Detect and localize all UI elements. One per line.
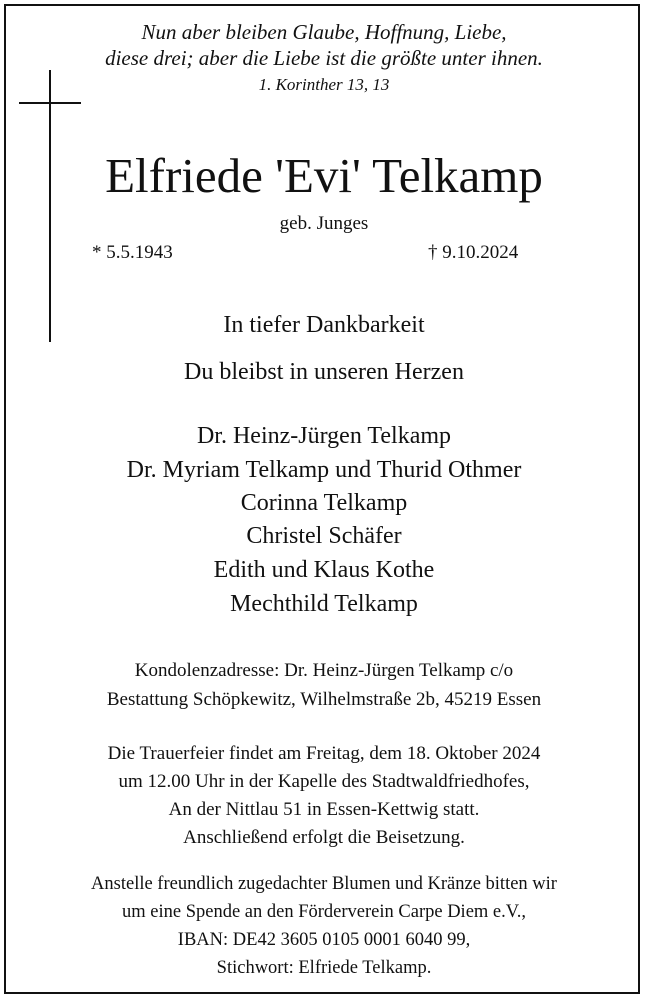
maiden-name: geb. Junges [279,213,369,234]
service-info-line: An der Nittlau 51 in Essen-Kettwig statt. [168,799,480,820]
donation-info-line: um eine Spende an den Förderverein Carpe Diem e.V., [122,902,526,922]
birth-date: * 5.5.1943 [92,242,173,263]
donation-info-line: Anstelle freundlich zugedachter Blumen und Kränze bitten wir [91,874,557,894]
death-date: † 9.10.2024 [428,242,519,263]
mourner-name: Mechthild Telkamp [230,591,418,617]
cross-symbol-horizontal [19,102,81,104]
deceased-name: Elfriede 'Evi' Telkamp [105,148,543,203]
service-info-line: Anschließend erfolgt die Beisetzung. [183,827,465,848]
bible-verse-line-2: diese drei; aber die Liebe ist die größte unter ihnen. [105,46,543,70]
bible-verse-line-1: Nun aber bleiben Glaube, Hoffnung, Liebe, [141,20,507,44]
donation-info-line: Stichwort: Elfriede Telkamp. [216,958,432,978]
mourner-name: Dr. Heinz-Jürgen Telkamp [196,423,452,449]
mourner-name: Edith und Klaus Kothe [213,557,435,583]
sentiment-line-2: Du bleibst in unseren Herzen [184,359,464,385]
mourner-name: Corinna Telkamp [240,490,408,516]
service-info-line: um 12.00 Uhr in der Kapelle des Stadtwaldfriedhofes, [118,771,530,792]
bible-verse-reference: 1. Korinther 13, 13 [258,75,390,94]
condolence-address-line: Kondolenzadresse: Dr. Heinz-Jürgen Telkamp c/o [134,660,514,681]
sentiment-line-1: In tiefer Dankbarkeit [223,312,425,338]
cross-symbol-vertical [49,70,51,342]
donation-info-line: IBAN: DE42 3605 0105 0001 6040 99, [177,930,471,950]
condolence-address-line: Bestattung Schöpkewitz, Wilhelmstraße 2b, 45219 Essen [106,689,542,710]
mourner-name: Dr. Myriam Telkamp und Thurid Othmer [126,457,522,483]
service-info-line: Die Trauerfeier findet am Freitag, dem 18. Oktober 2024 [107,743,541,764]
mourner-name: Christel Schäfer [246,523,402,549]
